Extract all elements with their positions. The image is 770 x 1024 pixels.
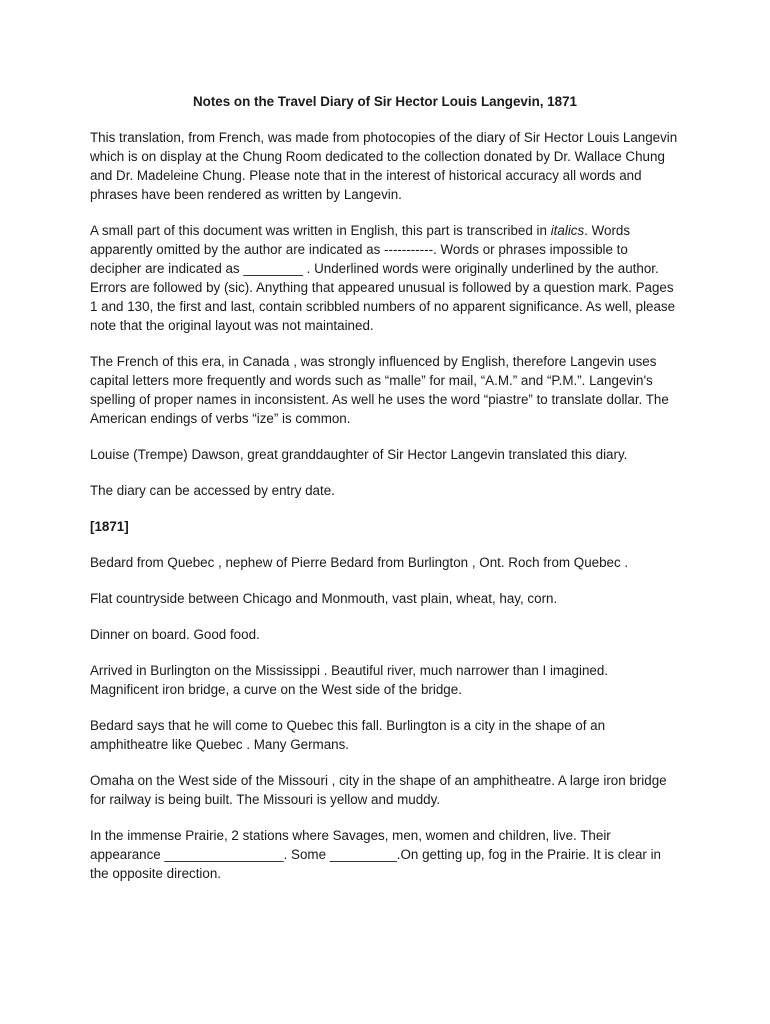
diary-entry: Arrived in Burlington on the Mississippi . Beautiful river, much narrower than I imagined. Magnificent iron bridge, a curve on the West side of the bridge. [90,663,609,697]
italic-word: italics [550,223,585,238]
document-title: Notes on the Travel Diary of Sir Hector Louis Langevin, 1871 [193,94,577,109]
intro-paragraph-1: This translation, from French, was made from photocopies of the diary of Sir Hector Louis Langevin which is on display at the Chung Room dedicated to the collection donated by Dr. Wallace Chung and Dr. Madeleine Chung. Please note that in the interest of historical accuracy all words and phrases have been rendered as written by Langevin. [90,130,678,202]
document-page [90,92,680,900]
year-heading: [1871] [90,519,129,534]
diary-entry: In the immense Prairie, 2 stations where Savages, men, women and children, live. Their appearance ________________. Some _________.On getting up, fog in the Prairie. It is clear in the opposite direction. [90,828,662,881]
intro-paragraph-2-text-a: A small part of this document was written in English, this part is transcribed in [90,223,551,238]
intro-paragraph-5: The diary can be accessed by entry date. [90,483,335,498]
intro-paragraph-2 [90,221,680,335]
intro-paragraph-4: Louise (Trempe) Dawson, great granddaughter of Sir Hector Langevin translated this diary. [90,447,628,462]
diary-entry: Omaha on the West side of the Missouri , city in the shape of an amphitheatre. A large iron bridge for railway is being built. The Missouri is yellow and muddy. [90,773,667,807]
diary-entry: Bedard says that he will come to Quebec this fall. Burlington is a city in the shape of an amphitheatre like Quebec . Many Germans. [90,718,606,752]
diary-entry: Dinner on board. Good food. [90,627,260,642]
intro-paragraph-2-text-b: . Words apparently omitted by the author are indicated as -----------. Words or phrases impossible to decipher are indicated as ________ . Underlined words were originally underlined by the author. Errors are followed by (sic). Anything that appeared unusual is followed by a question mark. Pages 1 and 130, the first and last, contain scribbled numbers of no apparent significance. As well, please note that the original layout was not maintained. [90,223,676,333]
diary-entry: Bedard from Quebec , nephew of Pierre Bedard from Burlington , Ont. Roch from Quebec . [90,555,629,570]
intro-paragraph-3: The French of this era, in Canada , was strongly influenced by English, therefore Langevin uses capital letters more frequently and words such as “malle” for mail, “A.M.” and “P.M.”. Langevin's spelling of proper names in inconsistent. As well he uses the word “piastre” to translate dollar. The American endings of verbs “ize” is common. [90,354,669,426]
diary-entry: Flat countryside between Chicago and Monmouth, vast plain, wheat, hay, corn. [90,591,558,606]
